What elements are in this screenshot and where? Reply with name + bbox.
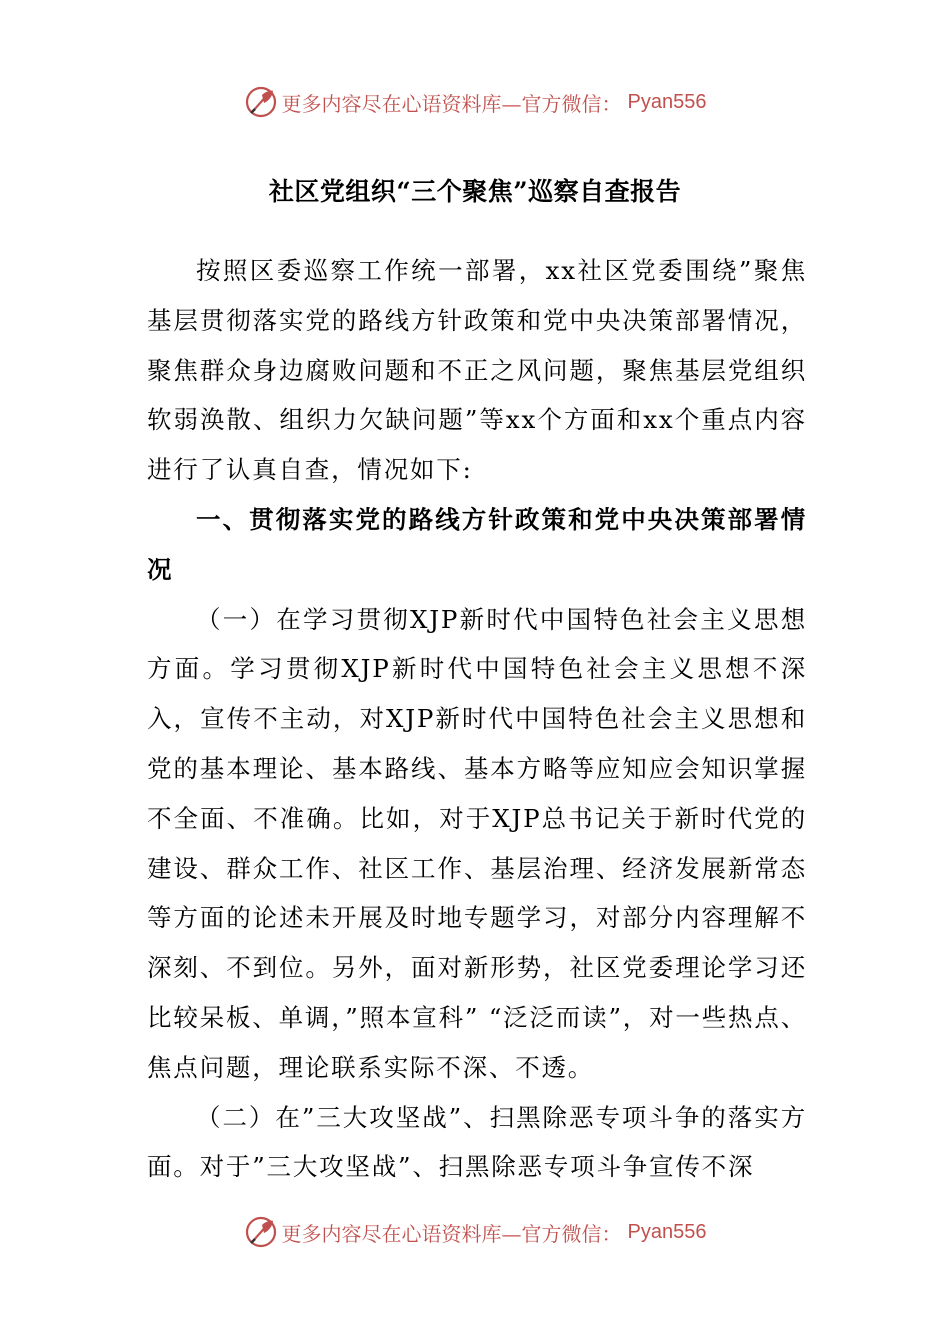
document-body [147,246,807,1192]
paragraph-section-1-1: （一）在学习贯彻XJP新时代中国特色社会主义思想方面。学习贯彻XJP新时代中国特色社会主义思想不深入，宣传不主动，对XJP新时代中国特色社会主义思想和党的基本理论、基本路线、基本方略等应知应会知识掌握不全面、不准确。比如，对于XJP总书记关于新时代党的建设、群众工作、社区工作、基层治理、经济发展新常态等方面的论述未开展及时地专题学习，对部分内容理解不深刻、不到位。另外，面对新形势，社区党委理论学习还比较呆板、单调，”照本宣科” “泛泛而读”，对一些热点、焦点问题，理论联系实际不深、不透。 [147,604,807,1082]
paragraph-intro: 按照区委巡察工作统一部署，xx社区党委围绕”聚焦基层贯彻落实党的路线方针政策和党中央决策部署情况，聚焦群众身边腐败问题和不正之风问题，聚焦基层党组织软弱涣散、组织力欠缺问题”等xx个方面和xx个重点内容进行了认真自查，情况如下: [147,256,807,485]
section-heading-1: 一、贯彻落实党的路线方针政策和党中央决策部署情况 [147,504,807,584]
document-title: 社区党组织“三个聚焦”巡察自查报告 [268,177,682,206]
watermark-wechat-id: Pyan556 [627,1220,707,1243]
paragraph-section-1-2: （二）在”三大攻坚战”、扫黑除恶专项斗争的落实方面。对于”三大攻坚战”、扫黑除恶专项斗争宣传不深 [147,1102,807,1182]
watermark-banner-bottom [0,1210,950,1254]
watermark-wechat-id: Pyan556 [627,90,707,113]
quill-logo-icon [244,1215,278,1249]
watermark-text: 更多内容尽在心语资料库—官方微信： [281,1221,622,1246]
quill-logo-icon [244,85,278,119]
watermark-text: 更多内容尽在心语资料库—官方微信： [281,91,622,116]
watermark-banner-top [0,80,950,124]
